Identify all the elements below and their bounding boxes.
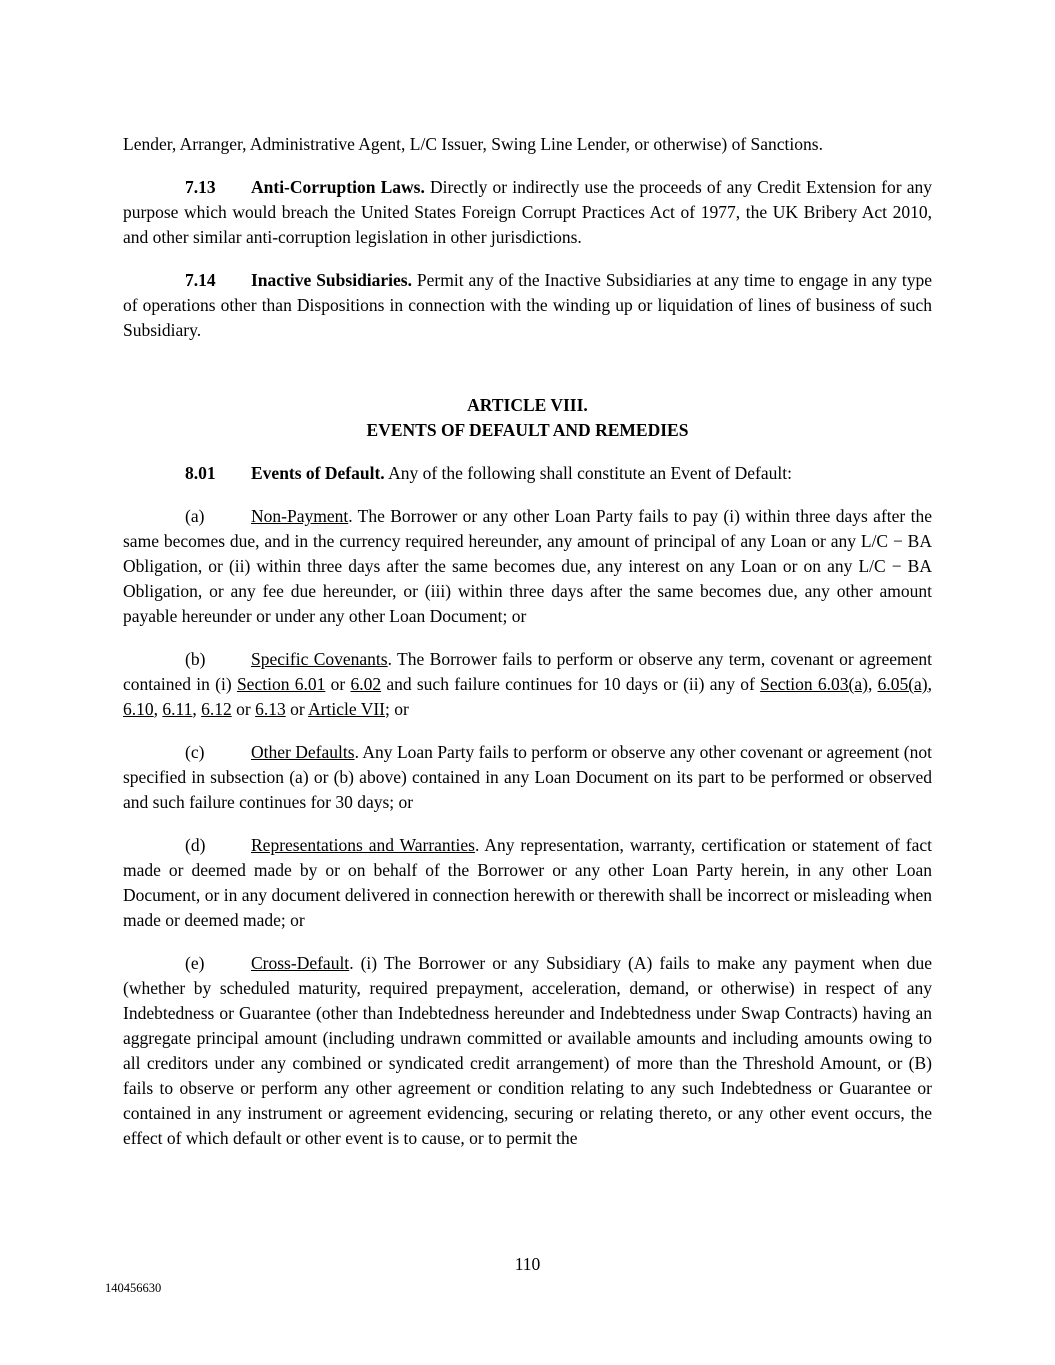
text-run: 6.11: [162, 699, 193, 719]
text-run: 6.02: [350, 674, 382, 694]
text-run: Inactive Subsidiaries.: [251, 270, 412, 290]
text-run: . The Borrower or any other Loan Party fails to pay (i) within three days after the same becomes due, and in the currency required hereunder, any amount of principal of any Loan or any L/C − BA Obligation, or (ii) within three days after the same becomes due, any interest on any Loan or on any L/C − BA Obligation, or any fee due hereunder, or (iii) within three days after the same becomes due, any other amount payable hereunder or under any other Loan Document; or: [123, 506, 932, 626]
text-run: Specific Covenants: [251, 649, 388, 669]
text-run: 6.13: [255, 699, 286, 719]
paragraph-label: 8.01: [185, 463, 216, 483]
text-run: ,: [153, 699, 163, 719]
text-run: Lender, Arranger, Administrative Agent, L/C Issuer, Swing Line Lender, or otherwise) of Sanctions.: [123, 134, 823, 154]
text-run: or: [285, 699, 309, 719]
text-run: Section 6.01: [236, 674, 326, 694]
section-8-01-events-of-default: [123, 461, 932, 486]
text-run: . (i) The Borrower or any Subsidiary (A) fails to make any payment when due (whether by scheduled maturity, required prepayment, acceleration, demand, or otherwise) in respect of any Indebtedness or Guarantee (other than Indebtedness hereunder and Indebtedness under Swap Contracts) having an aggregate principal amount (including undrawn committed or available amounts and including amounts owing to all creditors under any combined or syndicated credit arrangement) of more than the Threshold Amount, or (B) fails to observe or perform any other agreement or condition relating to any such Indebtedness or Guarantee or contained in any instrument or agreement evidencing, securing or relating thereto, or any other event occurs, the effect of which default or other event is to cause, or to permit the: [123, 953, 932, 1148]
heading-line: ARTICLE VIII.: [467, 395, 588, 415]
text-run: or: [325, 674, 351, 694]
clause-b-specific-covenants: [123, 647, 932, 722]
paragraph-label: (e): [185, 953, 205, 973]
document-body: [123, 132, 932, 1169]
section-7-13-anti-corruption-laws: [123, 175, 932, 250]
text-run: . The Borrower fails to perform or observe any term, covenant or agreement contained in (i): [123, 649, 932, 694]
text-run: ,: [927, 674, 933, 694]
text-run: and such failure continues for 10 days or (ii) any of: [381, 674, 761, 694]
article-viii-heading: [123, 393, 932, 443]
clause-a-non-payment: [123, 504, 932, 629]
heading-line: EVENTS OF DEFAULT AND REMEDIES: [366, 420, 689, 440]
text-run: . Any Loan Party fails to perform or observe any other covenant or agreement (not specified in subsection (a) or (b) above) contained in any Loan Document on its part to be performed or observed and such failure continues for 30 days; or: [123, 742, 932, 812]
text-run: 6.12: [201, 699, 232, 719]
section-7-14-inactive-subsidiaries: [123, 268, 932, 343]
text-run: or: [231, 699, 256, 719]
paragraph-label: (d): [185, 835, 206, 855]
text-run: Events of Default.: [251, 463, 385, 483]
paragraph-sanctions-continuation: [123, 132, 932, 157]
text-run: 6.10: [123, 699, 154, 719]
text-run: Other Defaults: [251, 742, 355, 762]
text-run: ,: [867, 674, 878, 694]
text-run: ,: [192, 699, 202, 719]
text-run: Non-Payment: [251, 506, 349, 526]
paragraph-label: (b): [185, 649, 206, 669]
text-run: 6.05(a): [877, 674, 928, 694]
text-run: Representations and Warranties: [251, 835, 475, 855]
text-run: Section 6.03(a): [760, 674, 868, 694]
text-run: . Any representation, warranty, certification or statement of fact made or deemed made by or on behalf of the Borrower or any other Loan Party herein, in any other Loan Document, or in any document delivered in connection herewith or therewith shall be incorrect or misleading when made or deemed made; or: [123, 835, 932, 930]
clause-e-cross-default: [123, 951, 932, 1151]
clause-c-other-defaults: [123, 740, 932, 815]
clause-d-representations-and-warranties: [123, 833, 932, 933]
paragraph-label: 7.14: [185, 270, 216, 290]
text-run: ; or: [385, 699, 409, 719]
text-run: Cross-Default: [251, 953, 350, 973]
paragraph-label: (c): [185, 742, 205, 762]
page-number: 110: [514, 1254, 541, 1274]
text-run: Any of the following shall constitute an Event of Default:: [384, 463, 792, 483]
document-id-stamp: 140456630: [105, 1281, 162, 1295]
text-run: Permit any of the Inactive Subsidiaries at any time to engage in any type of operations other than Dispositions in connection with the winding up or liquidation of lines of business of such Subsidiary.: [123, 270, 932, 340]
text-run: Article VII: [308, 699, 386, 719]
text-run: Anti-Corruption Laws.: [251, 177, 425, 197]
paragraph-label: (a): [185, 506, 205, 526]
paragraph-label: 7.13: [185, 177, 216, 197]
text-run: Directly or indirectly use the proceeds of any Credit Extension for any purpose which would breach the United States Foreign Corrupt Practices Act of 1977, the UK Bribery Act 2010, and other similar anti-corruption legislation in other jurisdictions.: [123, 177, 933, 247]
